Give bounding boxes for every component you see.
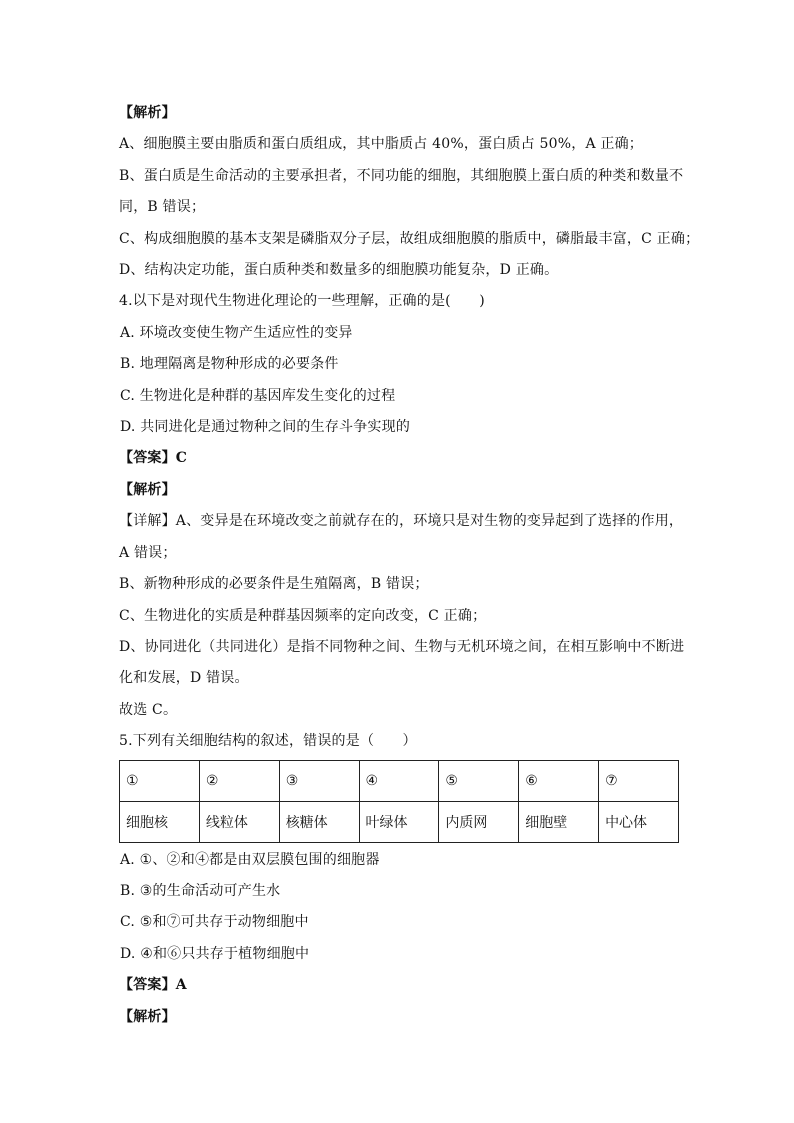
table-cell-name: 叶绿体: [359, 801, 439, 842]
q3-analysis-line-b: B、蛋白质是生命活动的主要承担者，不同功能的细胞，其细胞膜上蛋白质的种类和数量不: [119, 167, 684, 184]
table-row-names: [120, 801, 679, 842]
table-row-numbers: [120, 760, 679, 801]
q4-analysis-line-5: D、协同进化（共同进化）是指不同物种之间、生物与无机环境之间，在相互影响中不断进: [119, 638, 685, 655]
q4-option-d: D. 共同进化是通过物种之间的生存斗争实现的: [120, 419, 411, 436]
table-cell-number: ②: [199, 760, 279, 801]
q4-analysis-heading: 【解析】: [119, 481, 176, 498]
q4-stem: 4.以下是对现代生物进化理论的一些理解，正确的是( ): [119, 293, 485, 310]
q3-analysis-line-d: D、结构决定功能，蛋白质种类和数量多的细胞膜功能复杂，D 正确。: [119, 262, 559, 279]
q5-analysis-heading: 【解析】: [119, 1008, 176, 1025]
q4-answer: 【答案】C: [119, 450, 188, 467]
q4-analysis-line-4: C、生物进化的实质是种群基因频率的定向改变，C 正确；: [119, 607, 487, 624]
table-cell-name: 细胞壁: [519, 801, 599, 842]
q5-stem: 5.下列有关细胞结构的叙述，错误的是（ ）: [119, 733, 417, 750]
q5-option-b: B. ③的生命活动可产生水: [120, 882, 281, 899]
cell-structure-table: [119, 760, 679, 843]
q4-option-c: C. 生物进化是种群的基因库发生变化的过程: [120, 387, 396, 404]
table-cell-number: ④: [359, 760, 439, 801]
table-cell-name: 细胞核: [120, 801, 200, 842]
q4-analysis-line-1: 【详解】A、变异是在环境改变之前就存在的，环境只是对生物的变异起到了选择的作用，: [119, 513, 684, 530]
document-page: [119, 98, 700, 1033]
table-cell-name: 线粒体: [199, 801, 279, 842]
table-cell-name: 内质网: [439, 801, 519, 842]
q3-analysis-line-a: A、细胞膜主要由脂质和蛋白质组成，其中脂质占 40%，蛋白质占 50%，A 正确；: [119, 136, 644, 153]
table-cell-number: ①: [120, 760, 200, 801]
q4-analysis-line-2: A 错误；: [119, 544, 177, 561]
q5-option-a: A. ①、②和④都是由双层膜包围的细胞器: [120, 851, 380, 868]
q3-analysis-line-c: C、构成细胞膜的基本支架是磷脂双分子层，故组成细胞膜的脂质中，磷脂最丰富，C 正确；: [119, 230, 700, 247]
q5-option-d: D. ④和⑥只共存于植物细胞中: [120, 945, 310, 962]
q4-analysis-line-3: B、新物种形成的必要条件是生殖隔离，B 错误；: [119, 576, 429, 593]
q4-option-a: A. 环境改变使生物产生适应性的变异: [120, 324, 353, 341]
q4-analysis-line-7: 故选 C。: [119, 701, 178, 718]
q5-answer: 【答案】A: [119, 977, 187, 994]
q4-analysis-line-6: 化和发展，D 错误。: [119, 670, 249, 687]
table-cell-name: 中心体: [599, 801, 679, 842]
q3-analysis-line-b-cont: 同，B 错误；: [119, 199, 206, 216]
table-cell-number: ⑦: [599, 760, 679, 801]
q5-option-c: C. ⑤和⑦可共存于动物细胞中: [120, 914, 309, 931]
table-cell-number: ③: [279, 760, 359, 801]
q3-analysis-heading: 【解析】: [119, 105, 176, 121]
table-cell-name: 核糖体: [279, 801, 359, 842]
table-cell-number: ⑤: [439, 760, 519, 801]
table-cell-number: ⑥: [519, 760, 599, 801]
q4-option-b: B. 地理隔离是物种形成的必要条件: [120, 356, 339, 373]
